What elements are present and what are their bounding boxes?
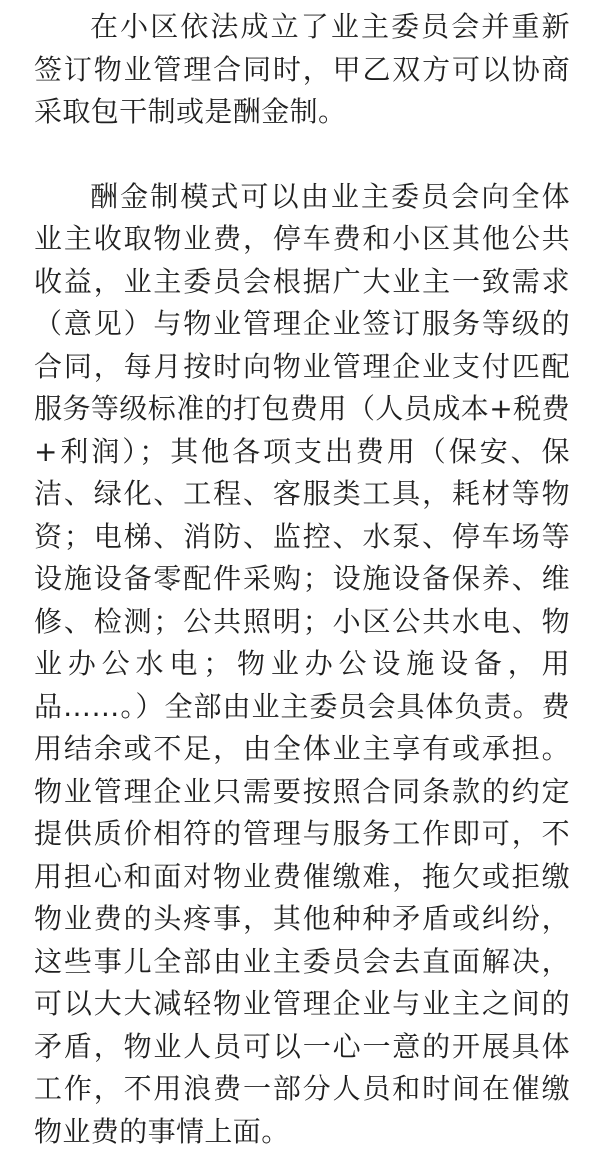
paragraph-2: 酬金制模式可以由业主委员会向全体业主收取物业费，停车费和小区其他公共收益，业主委员会根据广大业主一致需求（意见）与物业管理企业签订服务等级的合同，每月按时向物业管理企业支付匹配服务等级标准的打包费用（人员成本+税费+利润）；其他各项支出费用（保安、保洁、绿化、工程、客服类工具，耗材等物资；电梯、消防、监控、水泵、停车场等设施设备零配件采购；设施设备保养、维修、检测；公共照明；小区公共水电、物业办公水电；物业办公设施设备，用品……。）全部由业主委员会具体负责。费用结余或不足，由全体业主享有或承担。物业管理企业只需要按照合同条款的约定提供质价相符的管理与服务工作即可，不用担心和面对物业费催缴难，拖欠或拒缴物业费的头疼事，其他种种矛盾或纠纷，这些事儿全部由业主委员会去直面解决，可以大大减轻物业管理企业与业主之间的矛盾，物业人员可以一心一意的开展具体工作，不用浪费一部分人员和时间在催缴物业费的事情上面。	[34, 176, 570, 1153]
paragraph-1: 在小区依法成立了业主委员会并重新签订物业管理合同时，甲乙双方可以协商采取包干制或是酬金制。	[34, 6, 570, 134]
